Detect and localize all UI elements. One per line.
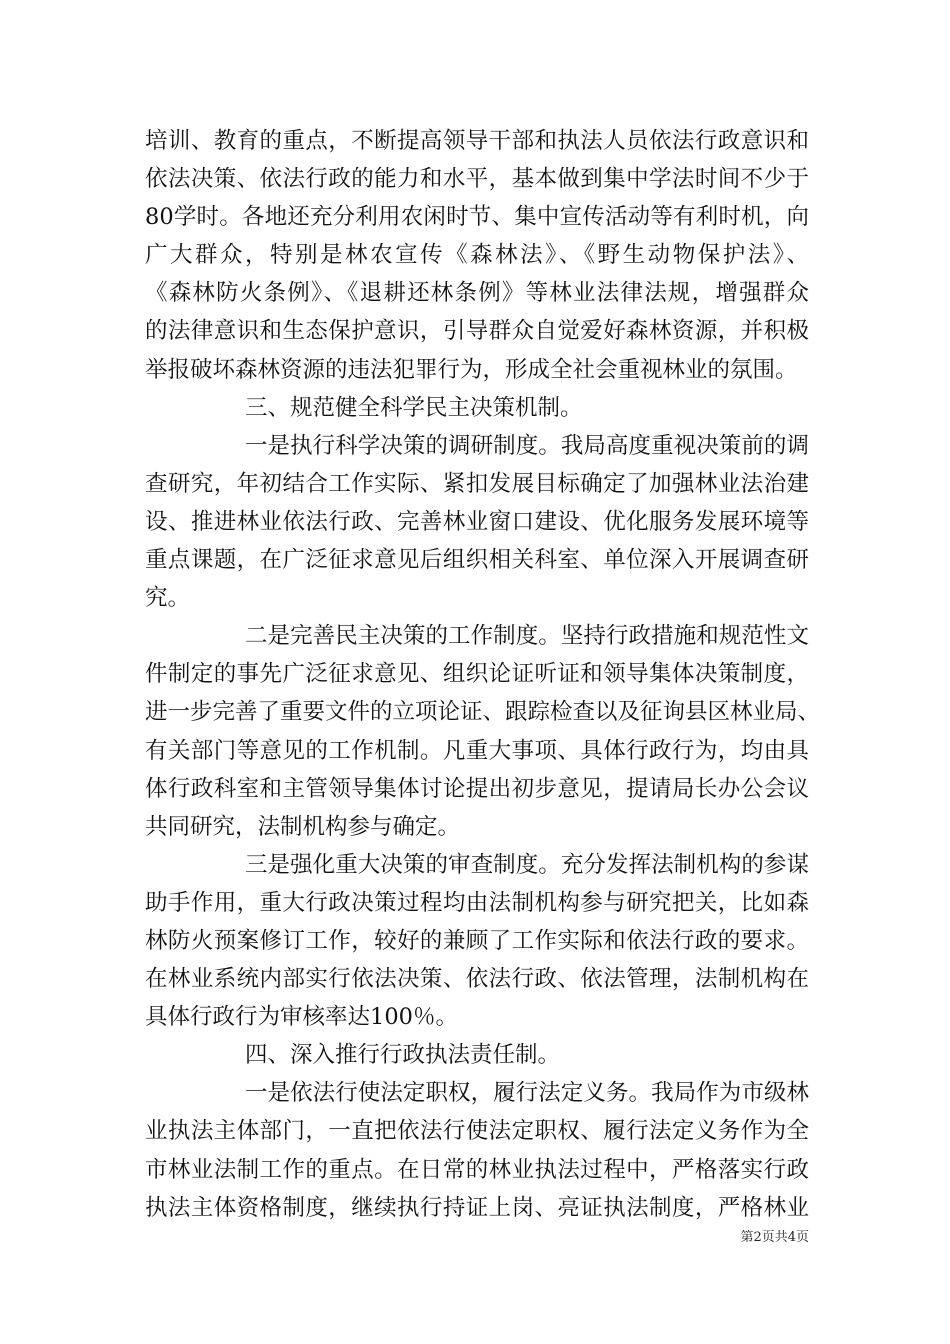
text-line: 执法主体资格制度，继续执行持证上岗、亮证执法制度，严格林业 xyxy=(145,1194,809,1221)
text-line: 的法律意识和生态保护意识，引导群众自觉爱好森林资源，并积极 xyxy=(145,318,809,345)
paragraph-start: 二是完善民主决策的工作制度。坚持行政措施和规范性文 xyxy=(245,623,809,650)
text-line: 林防火预案修订工作，较好的兼顾了工作实际和依法行政的要求。 xyxy=(145,927,809,954)
text-line: 查研究，年初结合工作实际、紧扣发展目标确定了加强林业法治建 xyxy=(145,470,809,497)
text-line: 《森林防火条例》、《退耕还林条例》等林业法律法规，增强群众 xyxy=(145,280,809,307)
text-line: 有关部门等意见的工作机制。凡重大事项、具体行政行为，均由具 xyxy=(145,737,809,764)
text-line: 进一步完善了重要文件的立项论证、跟踪检查以及征询县区林业局、 xyxy=(145,699,821,726)
text-line: 具体行政行为审核率达100％。 xyxy=(145,1004,458,1031)
text-line: 举报破坏森林资源的违法犯罪行为，形成全社会重视林业的氛围。 xyxy=(145,356,798,383)
body-text xyxy=(145,122,821,1227)
paragraph-start: 一是依法行使法定职权，履行法定义务。我局作为市级林 xyxy=(245,1080,809,1107)
paragraph-start: 一是执行科学决策的调研制度。我局高度重视决策前的调 xyxy=(245,432,809,459)
text-line: 设、推进林业依法行政、完善林业窗口建设、优化服务发展环境等 xyxy=(145,508,809,535)
paragraph-start: 三是强化重大决策的审查制度。充分发挥法制机构的参谋 xyxy=(245,851,809,878)
text-line: 广大群众，特别是林农宣传《森林法》、《野生动物保护法》、 xyxy=(145,242,809,269)
section-heading: 四、深入推行行政执法责任制。 xyxy=(245,1042,561,1069)
text-line: 共同研究，法制机构参与确定。 xyxy=(145,813,461,840)
text-line: 业执法主体部门，一直把依法行使法定职权、履行法定义务作为全 xyxy=(145,1118,809,1145)
text-line: 重点课题，在广泛征求意见后组织相关科室、单位深入开展调查研 xyxy=(145,547,809,574)
text-line: 培训、教育的重点，不断提高领导干部和执法人员依法行政意识和 xyxy=(145,128,809,154)
text-line: 依法决策、依法行政的能力和水平，基本做到集中学法时间不少于 xyxy=(145,166,809,193)
page-number-footer: 第2页共4页 xyxy=(740,1230,809,1245)
section-heading: 三、规范健全科学民主决策机制。 xyxy=(245,394,583,421)
text-line: 助手作用，重大行政决策过程均由法制机构参与研究把关，比如森 xyxy=(145,889,809,916)
text-line: 件制定的事先广泛征求意见、组织论证听证和领导集体决策制度， xyxy=(145,661,809,688)
text-line: 究。 xyxy=(145,585,191,612)
text-line: 在林业系统内部实行依法决策、依法行政、依法管理，法制机构在 xyxy=(145,966,809,993)
text-line: 市林业法制工作的重点。在日常的林业执法过程中，严格落实行政 xyxy=(145,1156,809,1183)
text-line: 体行政科室和主管领导集体讨论提出初步意见，提请局长办公会议 xyxy=(145,775,809,802)
text-line: 80学时。各地还充分利用农闲时节、集中宣传活动等有利时机，向 xyxy=(145,204,809,231)
